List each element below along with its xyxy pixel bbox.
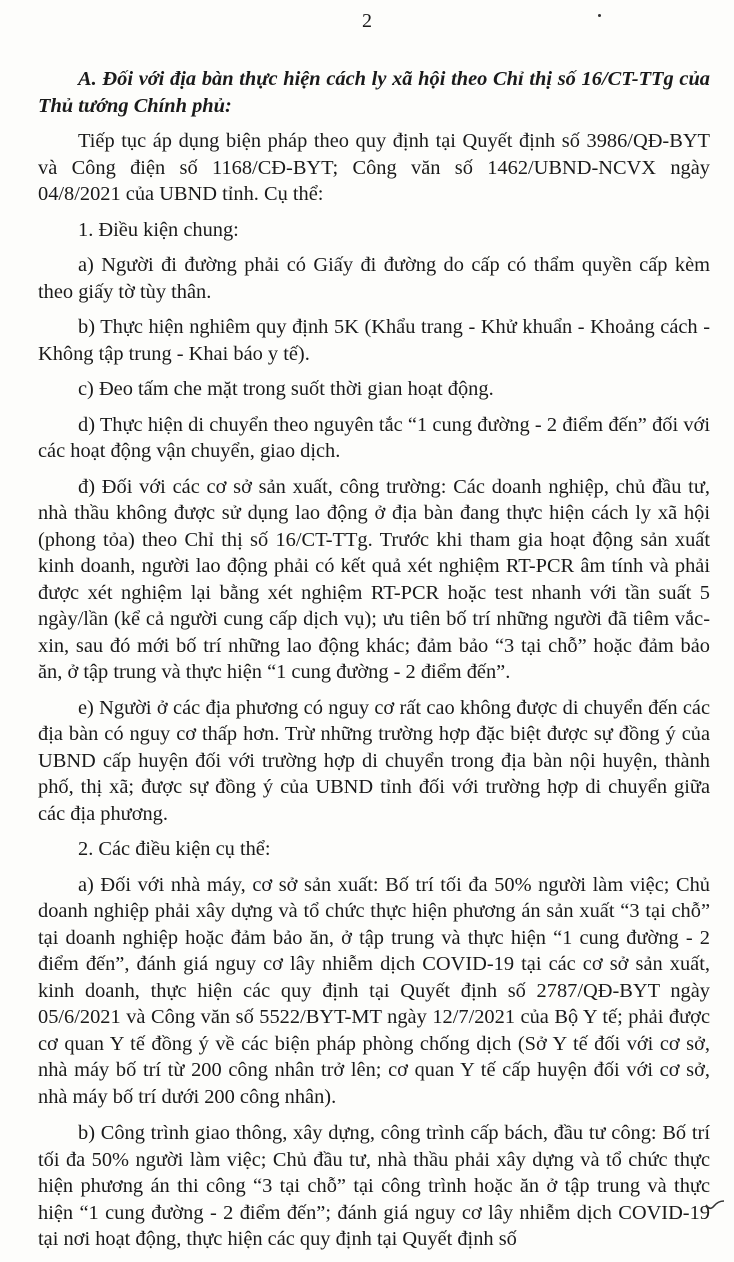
paragraph-general-conditions-title: 1. Điều kiện chung: — [78, 218, 239, 241]
paragraph-intro: Tiếp tục áp dụng biện pháp theo quy định tại Quyết định số 3986/QĐ-BYT và Công điện số 1168/CĐ-BYT; Công văn số 1462/UBND-NCVX ngày 04/8/2021 của UBND tỉnh. Cụ thể: — [38, 130, 710, 205]
paragraph-specific-conditions-title: 2. Các điều kiện cụ thể: — [78, 838, 271, 860]
paragraph-specific-b: b) Công trình giao thông, xây dựng, công trình cấp bách, đầu tư công: Bố trí tối đa 50% người làm việc; Chủ đầu tư, nhà thầu phải xây dựng và tổ chức thực hiện phương án thi công “3 tại chỗ” tại công trình hoặc ăn ở tập trung và thực hiện “1 cung đường - 2 điểm đến”; đánh giá nguy cơ lây nhiễm dịch COVID-19 tại nơi hoạt động, thực hiện các quy định tại Quyết định số — [38, 1122, 710, 1250]
page-number: 2 — [362, 10, 372, 32]
scan-dot — [598, 14, 601, 17]
paragraph-item-d: d) Thực hiện di chuyển theo nguyên tắc “1 cung đường - 2 điểm đến” đối với các hoạt động vận chuyển, giao dịch. — [38, 413, 710, 462]
paragraph-item-c: c) Đeo tấm che mặt trong suốt thời gian hoạt động. — [78, 378, 494, 400]
paragraph-specific-a: a) Đối với nhà máy, cơ sở sản xuất: Bố trí tối đa 50% người làm việc; Chủ doanh nghiệp phải xây dựng và tổ chức thực hiện phương án sản xuất “3 tại chỗ” tại doanh nghiệp hoặc đảm bảo ăn, ở tập trung và thực hiện “1 cung đường - 2 điểm đến”, đánh giá nguy cơ lây nhiễm dịch COVID-19 tại các cơ sở sản xuất, kinh doanh, thực hiện các quy định tại Quyết định số 2787/QĐ-BYT ngày 05/6/2021 và Công văn số 5522/BYT-MT ngày 12/7/2021 của Bộ Y tế; phải được cơ quan Y tế đồng ý về các biện pháp phòng chống dịch (Sở Y tế đối với cơ sở, nhà máy bố trí từ 200 công nhân trở lên; cơ quan Y tế cấp huyện đối với cơ sở, nhà máy bố trí dưới 200 công nhân). — [38, 873, 710, 1108]
paragraph-item-dd: đ) Đối với các cơ sở sản xuất, công trường: Các doanh nghiệp, chủ đầu tư, nhà thầu không được sử dụng lao động ở địa bàn đang thực hiện cách ly xã hội (phong tỏa) theo Chỉ thị số 16/CT-TTg. Trước khi tham gia hoạt động sản xuất kinh doanh, người lao động phải có kết quả xét nghiệm RT-PCR âm tính và phải được xét nghiệm lại bằng xét nghiệm RT-PCR hoặc test nhanh với tần suất 5 ngày/lần (kể cả người cung cấp dịch vụ); ưu tiên bố trí những người đã tiêm vắc-xin, sau đó mới bố trí những lao động khác; đảm bảo “3 tại chỗ” hoặc đảm bảo ăn, ở tập trung và thực hiện “1 cung đường - 2 điểm đến”. — [38, 475, 710, 683]
paragraph-item-b: b) Thực hiện nghiêm quy định 5K (Khẩu trang - Khử khuẩn - Khoảng cách - Không tập trung - Khai báo y tế). — [38, 316, 710, 365]
section-heading: A. Đối với địa bàn thực hiện cách ly xã hội theo Chỉ thị số 16/CT-TTg của Thủ tướng Chính phủ: — [38, 68, 710, 117]
paragraph-item-e: e) Người ở các địa phương có nguy cơ rất cao không được di chuyển đến các địa bàn có nguy cơ thấp hơn. Trừ những trường hợp đặc biệt được sự đồng ý của UBND cấp huyện đối với trường hợp di chuyển trong địa bàn nội huyện, thành phố, thị xã; được sự đồng ý của UBND tỉnh đối với trường hợp di chuyển giữa các địa phương. — [38, 696, 710, 825]
paragraph-item-a: a) Người đi đường phải có Giấy đi đường do cấp có thẩm quyền cấp kèm theo giấy tờ tùy thân. — [38, 254, 710, 303]
handwritten-mark — [704, 1196, 726, 1217]
document-body — [38, 66, 710, 1262]
